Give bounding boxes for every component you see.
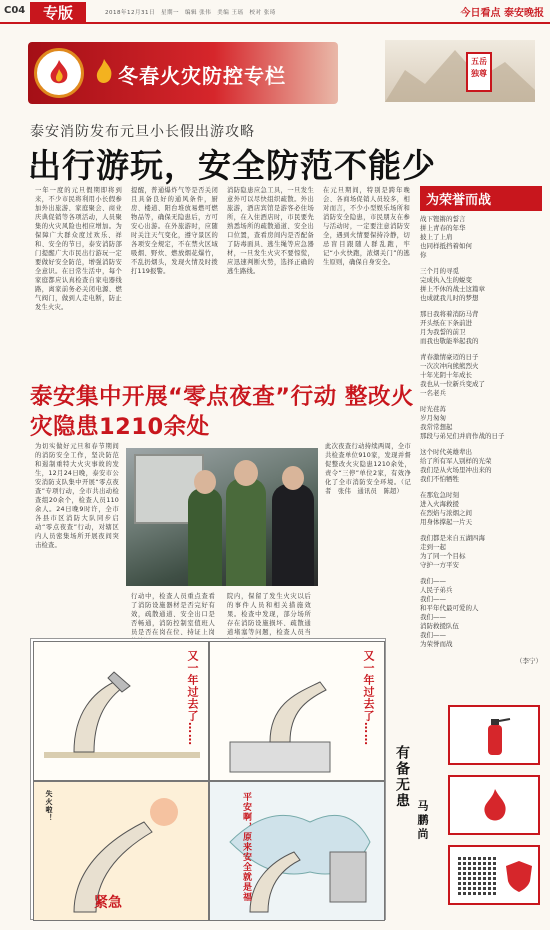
article1-column: 消防隐患应急工具，一旦发生意外可以尽快组织疏散。外出旅游，酒店宾馆是游客必住场所，在入住酒店时，市民要先熟悉场所的疏散通道、安全出口位置，查看房间内是否配备了防毒面具、逃生绳等应急器材，一旦发生火灾不要惊慌，应迅速判断火势，选择正确的逃生路线。: [227, 187, 314, 275]
poem-line: 用身体撑起一片天: [420, 518, 472, 526]
panel2-text: 又一年过去了……: [362, 650, 375, 746]
poem-stanza: [420, 405, 542, 441]
article1-column: 提醒，普通爆炸气等是否关闭且具备良好的通风条件，厨房、楼道、阳台堆放易燃可燃物品等，确保无隐患后，方可安心出游。在外旅游时，应随时关注天气变化，遵守景区的各项安全规定，不在禁火区域吸烟、野炊、燃放烟花爆竹，不乱扔烟头，发现火情及时拨打119报警。: [131, 187, 218, 275]
poem-line: 时光荏苒: [420, 405, 446, 413]
poem-line: 你: [420, 251, 427, 259]
mountain-illustration: [385, 40, 535, 102]
poem-line: 十年光阴十年成长: [420, 371, 472, 379]
poem-line: 一名老兵: [420, 389, 446, 397]
poem-line: 走到一起: [420, 543, 446, 551]
qr-code-badge: [448, 845, 540, 905]
poem-line: 这个时代英雄辈出: [420, 448, 472, 456]
poem-line: 开头纸在下条前进: [420, 319, 472, 327]
photo-person: [226, 478, 266, 586]
article1-column: 在元旦期间，特别是跨年晚会、各商场促销人员较多，相对而言，不少小型娱乐场所和消防安全隐患，市民朋友在参与活动时，一定要注意消防安全，遇到火情要保持冷静，切忌盲目跟随人群乱跑，牢记“小火快跑，浓烟关门”的逃生原则，确保自身安全。: [323, 187, 410, 266]
poem-line: 也成就我儿时的梦想: [420, 294, 479, 302]
panel3-bubble: 失火啦！: [45, 790, 53, 822]
cartoon-caption: 有备无患: [394, 745, 410, 809]
poem-stanza: [420, 267, 542, 303]
poem-stanza: [420, 353, 542, 398]
poem-line: 进入火海救援: [420, 500, 459, 508]
shield-icon: [504, 859, 534, 893]
photo-head: [234, 460, 258, 486]
column-banner: [28, 42, 338, 104]
page-header: [0, 0, 550, 24]
article2-column: 行动中，检查人员重点查看了消防设施器材是否完好有效，疏散通道、安全出口是否畅通，消防控制室值班人员是否在岗在位、持证上岗: [131, 593, 215, 636]
poem-line: 拼上不休的战士这篇章: [420, 285, 485, 293]
sidebar-title: 为荣誉而战: [420, 186, 542, 211]
cartoon-panel-1: [33, 641, 209, 781]
article1-kicker: 泰安消防发布元旦小长假出游攻略: [30, 124, 255, 140]
poem-line: 为了同一个目标: [420, 552, 466, 560]
poem-line: 在那危急时刻: [420, 491, 459, 499]
poem-line: 而我也敬能举起我的: [420, 337, 479, 345]
cartoon-author: 马鹏尚: [416, 800, 429, 842]
article2-column: 院内，保留了发生火灾以后的事件人员和相关措施效果。检查中发现，部分场所存在消防设施损坏、疏散通道堵塞等问题，检查人员当: [227, 593, 311, 636]
article2-column: 为切实做好元旦和春节期间的消防安全工作，坚决防范和遏制重特大火灾事故的发生，12月24日晚，泰安市公安消防支队集中开展“零点夜查”专项行动，全市共出动检查组20余个，检查人员110余人。24日晚9时许，全市各县市区消防大队同步启动“零点夜查”行动，对辖区内人员密集场所开展夜间突击检查。: [35, 443, 119, 549]
section-tag: 专版: [30, 2, 86, 24]
poem-line: 我们——: [420, 595, 446, 603]
poem-line: 我们——: [420, 613, 446, 621]
news-photo: [126, 448, 318, 586]
poem-line: 给了所有军人别样的光荣: [420, 457, 492, 465]
flame-icon: [94, 58, 114, 86]
poem-stanza: [420, 215, 542, 260]
poem-line: 和平年代最可爱的人: [420, 604, 479, 612]
article2-column: 此次夜查行动持续两周，全市共检查单位910家，发现并督促整改火灾隐患1210余处，责令“三停”单位2家，有效净化了全市消防安全环境。（记者 张伟 通讯员 陈超）: [325, 443, 411, 495]
poem-line: 披上了上肩: [420, 233, 453, 241]
poem-line: 那日我将着消防马背: [420, 310, 479, 318]
photo-head: [194, 470, 216, 494]
poem-line: 三个月的寻觅: [420, 267, 459, 275]
poem-line: 我们不怕牺牲: [420, 475, 459, 483]
poem-line: 青春激情豪迈的日子: [420, 353, 479, 361]
fire-extinguisher-icon: [472, 715, 518, 759]
poem-line: 我们是从火场里冲出来的: [420, 466, 492, 474]
poem-line: 我们——: [420, 631, 446, 639]
cartoon-panel-2: [209, 641, 385, 781]
photo-person: [188, 488, 222, 586]
poem-line: 人民子弟兵: [420, 586, 453, 594]
poem-line: 为荣誉而战: [420, 640, 453, 648]
photo-head: [282, 466, 304, 490]
poem-line: 我们都是来自五湖四海: [420, 534, 485, 542]
fire-extinguisher-badge: [448, 705, 540, 765]
poem-line: 我也从一位新兵变成了: [420, 380, 485, 388]
photo-person: [272, 484, 314, 586]
panel4-text: 平安啊，原来安全就是福: [241, 792, 251, 902]
poem-line: 月为我誓的前卫: [420, 328, 466, 336]
panel3-label: 紧急: [94, 895, 122, 911]
cartoon-panel-4: [209, 781, 385, 921]
poem-line: 守护一方平安: [420, 561, 459, 569]
poem-stanza: [420, 534, 542, 570]
poem-line: 岁月匆匆: [420, 414, 446, 422]
poem-line: 完成执入生的蜕变: [420, 276, 472, 284]
poem-stanzas: [420, 215, 542, 649]
poem-stanza: [420, 491, 542, 527]
poem-stanza: [420, 310, 542, 346]
poem-line: 我常常想起: [420, 423, 453, 431]
seal-stamp: 五岳 独尊: [466, 52, 492, 92]
article1-headline: 出行游玩，安全防范不能少: [28, 146, 436, 185]
panel1-text: 又一年过去了……: [186, 650, 199, 746]
article1-column: 一年一度的元旦假期即将到来，不少市民将利用小长假参加外出旅游、家庭聚会、商业庆典促销等各项活动，人员聚集的火灾风险也相应增加。为保障广大群众度过欢乐、祥和、安全的节日，泰安消防部门提醒广大市民出行游玩一定要做好安全防范，增强消防安全意识。在日常生活中，每个家庭都应认真检查自家电器线路，离家前务必关闭电源、燃气阀门，做到人走电断，防止发生火灾。: [35, 187, 122, 311]
poem-line: 在烈焰与浓烟之间: [420, 509, 472, 517]
paper-name: 今日看点 泰安晚报: [460, 8, 544, 19]
cartoon-panel-3: [33, 781, 209, 921]
fire-safety-badge: [448, 775, 540, 835]
banner-title: 冬春火灾防控专栏: [118, 64, 286, 88]
poem-line: 消防救援队伍: [420, 622, 459, 630]
poem-line: 那段与弟兄们并肩作战的日子: [420, 432, 505, 440]
cartoon-strip: [30, 638, 386, 920]
article2-headline: 泰安集中开展“零点夜查”行动 整改火灾隐患1210余处: [30, 384, 414, 440]
poem-stanza: [420, 577, 542, 649]
poem-line: 一次次冲向熊熊烈火: [420, 362, 479, 370]
article1-body: [35, 186, 411, 396]
sidebar-poem: [420, 186, 542, 665]
poem-line: 也同样抵挡着如何: [420, 242, 472, 250]
flame-icon: [472, 785, 518, 829]
poem-line: 拼上青春的年华: [420, 224, 466, 232]
fire-emblem-icon: [34, 48, 84, 98]
poem-author: （李宁）: [516, 657, 542, 665]
poem-line: 我们——: [420, 577, 446, 585]
poem-stanza: [420, 448, 542, 484]
poem-line: 战下铿锵的誓言: [420, 215, 466, 223]
page-number: C04: [4, 5, 26, 16]
dateline: 2018年12月31日 星期一 编辑 张伟 美编 王瑶 校对 张琦: [105, 10, 276, 16]
